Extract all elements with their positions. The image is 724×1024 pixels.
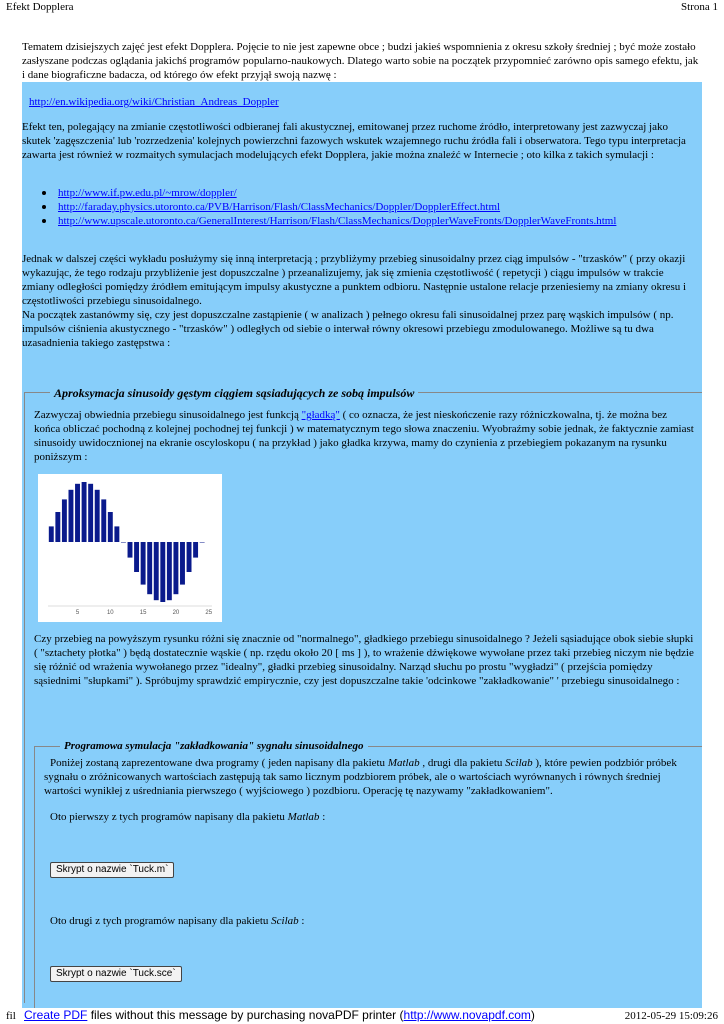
interpretation-block [22, 252, 694, 350]
simulation-intro: Poniżej zostaną zaprezentowane dwa programy ( jeden napisany dla pakietu Matlab , drugi dla pakietu Scilab ), które pewien podzbiór próbek sygnału o zróżnicowanych wartościach zastępują tak samo licznym podzbiorem próbek, ale o wartościach wyrównanych i równych średniej wartości wynikłej z uśredniania pierwszego ( wyjściowego ) pozdbioru. Operację tę nazywamy "zakładkowaniem". [44, 757, 677, 797]
bar [62, 499, 67, 542]
footer-datetime: 2012-05-29 15:09:26 [624, 1010, 718, 1022]
bar [49, 526, 54, 542]
novapdf-link[interactable]: http://www.novapdf.com [403, 1008, 531, 1022]
create-pdf-link[interactable]: Create PDF [24, 1008, 88, 1022]
interpretation-paragraph-1: Jednak w dalszej części wykładu posłużymy się inną interpretacją ; przybliżymy przebieg sinusoidalny przez ciąg impulsów - "trzasków" ( przy okazji wykazując, że tego rodzaju przybliżenie jest dopuszczalne ) przeanalizujemy, jak się zmienia częstotliwość ( repetycji ) ciągu impulsów w trakcie zmiany odległości pomiędzy źródłem emitującym impulsy akustyczne a punktem odbioru. Następnie ustalone relacje przeniesiemy na zmiany okresu i częstotliwości przebiegu sinusoidalnego. [22, 253, 687, 307]
page-header [6, 0, 718, 16]
x-tick-label: 20 [172, 610, 180, 616]
bar [187, 542, 192, 572]
header-title: Efekt Dopplera [6, 1, 74, 13]
interpretation-paragraph-2: Na początek zastanówmy się, czy jest dopuszczalne zastąpienie ( w analizach ) pełnego okresu fali sinusoidalnej przez parę wąskich impulsów ( np. impulsów ciśnienia akustycznego - "trzasków" ) odległych od siebie o interwał równy okresowi przebiegu zmodulowanego. Możliwe są tu dwa uzasadnienia takiego zastępstwa : [22, 309, 674, 349]
bar [121, 542, 126, 543]
bar [173, 542, 178, 594]
bar [69, 490, 74, 542]
bar [88, 484, 93, 542]
bar [55, 512, 60, 542]
matlab-program-label: Oto pierwszy z tych programów napisany dla pakietu Matlab : [50, 811, 326, 823]
tuck-m-script-button[interactable]: Skrypt o nazwie `Tuck.m` [50, 862, 174, 878]
list-item [22, 200, 616, 214]
x-tick-label: 25 [205, 610, 213, 616]
intro-paragraph: Tematem dzisiejszych zajęć jest efekt Dopplera. Pojęcie to nie jest zapewne obce ; budzi jakieś wspomnienia z okresu szkoły średniej ; być może zostało zasłyszane podczas oglądania jakichś programów popularno-naukowych. Dlatego warto sobie na początek przypomnieć zarówno opis samego efektu, jak i dane biograficzne badacza, od którego ów efekt przyjął swoją nazwę : [22, 40, 702, 82]
list-item [22, 186, 616, 200]
bar [147, 542, 152, 594]
stepped-sine-chart [38, 474, 222, 622]
scilab-program-label: Oto drugi z tych programów napisany dla pakietu Scilab : [50, 915, 305, 927]
footer-file: fil [6, 1010, 16, 1022]
bar [193, 542, 198, 558]
page-footer [6, 1006, 718, 1022]
bar [101, 499, 106, 542]
document-body [22, 40, 702, 1008]
list-item [22, 214, 616, 228]
bar [95, 490, 100, 542]
bar [114, 526, 119, 542]
x-tick-label: 10 [106, 610, 114, 616]
stepped-sine-chart-svg [38, 474, 222, 622]
simulation-links-list [22, 186, 616, 228]
bar [180, 542, 185, 585]
bar [75, 484, 80, 542]
simulation-link-2[interactable]: http://faraday.physics.utoronto.ca/PVB/Harrison/Flash/ClassMechanics/Doppler/DopplerEffect.html [58, 201, 501, 213]
approximation-discussion: Czy przebieg na powyższym rysunku różni się znacznie od "normalnego", gładkiego przebiegu sinusoidalnego ? Jeżeli sąsiadujące obok siebie słupki ( "sztachety płotka" ) będą dostatecznie wąskie ( np. rzędu około 20 [ ms ] ), to wrażenie dźwiękowe wywołane przez taki przebieg niczym nie będzie się różnić od wrażenia wywołanego przez "idealny", gładki przebieg sinusoidalny. Narząd słuchu po prostu "wygładzi" ( przejścia pomiędzy sąsiednimi "słupkami" ). Spróbujmy sprawdzić empirycznie, czy jest dopuszczalne takie 'odcinkowe "zakładkowanie" ' przebiegu sinusoidalnego : [34, 633, 694, 687]
simulation-link-3[interactable]: http://www.upscale.utoronto.ca/GeneralInterest/Harrison/Flash/ClassMechanics/DopplerWaveFronts/DopplerWaveFronts.html [58, 215, 617, 227]
bar [108, 512, 113, 542]
wikipedia-link[interactable]: http://en.wikipedia.org/wiki/Christian_Andreas_Doppler [29, 96, 279, 108]
header-page-number: Strona 1 [681, 1, 718, 13]
bar [141, 542, 146, 585]
bar [154, 542, 159, 600]
tuck-sce-script-button[interactable]: Skrypt o nazwie `Tuck.sce` [50, 966, 182, 982]
simulation-link-1[interactable]: http://www.if.pw.edu.pl/~mrow/doppler/ [58, 187, 237, 199]
bar [82, 482, 87, 542]
x-tick-label: 5 [75, 610, 80, 616]
smooth-function-link[interactable]: "gładką" [301, 409, 340, 421]
bar [128, 542, 133, 558]
simulation-section-title: Programowa symulacja "zakładkowania" sygnału sinusoidalnego [60, 740, 368, 752]
approximation-section-title: Aproksymacja sinusoidy gęstym ciągiem sąsiadujących ze sobą impulsów [50, 386, 418, 401]
novapdf-notice: Create PDF files without this message by purchasing novaPDF printer (http://www.novapdf.com) [24, 1008, 535, 1022]
x-tick-label: 15 [139, 610, 147, 616]
bar [200, 542, 205, 543]
bar [134, 542, 139, 572]
bar [160, 542, 165, 602]
effect-description: Efekt ten, polegający na zmianie częstotliwości odbieranej fali akustycznej, emitowanej przez ruchome źródło, interpretowany jest zazwyczaj jako skutek 'zagęszczenia' lub 'rozrzedzenia' kolejnych powierzchni fazowych wskutek wzajemnego ruchu źródła fali i obserwatora. Tego typu interpretacja zawarta jest również w rozmaitych symulacjach modelujących efekt Dopplera, jakie można znaleźć w Internecie ; oto kilka z takich symulacji : [22, 121, 686, 161]
approximation-text: Zazwyczaj obwiednia przebiegu sinusoidalnego jest funkcją "gładką" ( co oznacza, że jest nieskończenie razy różniczkowalna, tj. że można bez końca obliczać pochodną z kolejnej pochodnej tej funkcji ) w matematycznym tego słowa znaczeniu. Wyobraźmy sobie jednak, że faktycznie zamiast sinusoidy uwidocznionej na ekranie oscyloskopu ( na przykład ) jako gładka krzywa, mamy do czynienia z przebiegiem pokazanym na rysunku poniższym : [34, 409, 694, 463]
bar [167, 542, 172, 600]
